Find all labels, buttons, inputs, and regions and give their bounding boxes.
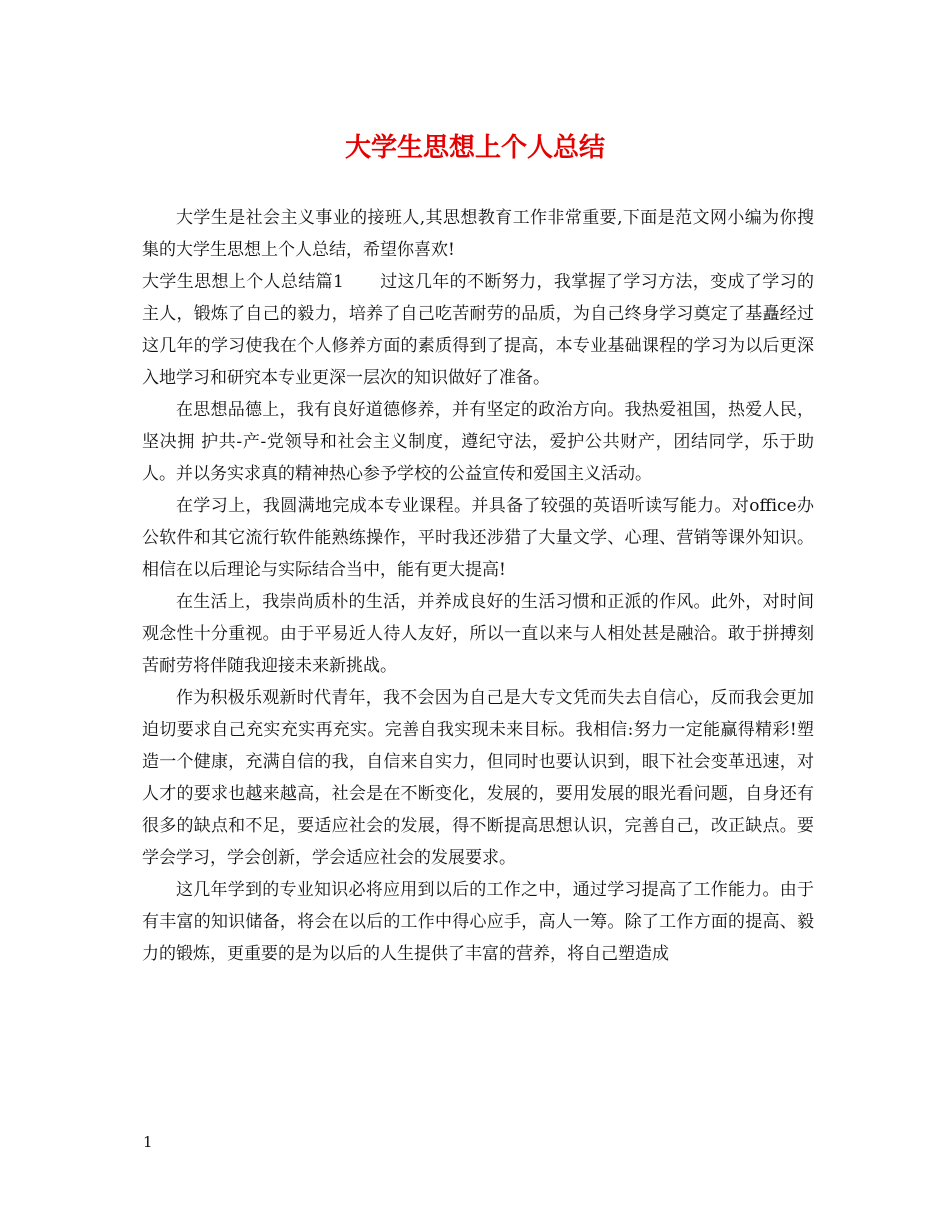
paragraph-knowledge: 这几年学到的专业知识必将应用到以后的工作之中，通过学习提高了工作能力。由于有丰富的知识储备，将会在以后的工作中得心应手，高人一筹。除了工作方面的提高、毅力的锻炼，更重要的是为以后的人生提供了丰富的营养，将自己塑造成: [142, 880, 814, 964]
section-first-paragraph: 过这几年的不断努力，我掌握了学习方法，变成了学习的主人，锻炼了自己的毅力，培养了自己吃苦耐劳的品质，为自己终身学习奠定了基矗经过这几年的学习使我在个人修养方面的素质得到了提高，本专业基础课程的学习为以后更深入地学习和研究本专业更深一层次的知识做好了准备。: [142, 272, 814, 388]
paragraph-study: 在学习上，我圆满地完成本专业课程。并具备了较强的英语听读写能力。对office办公软件和其它流行软件能熟练操作，平时我还涉猎了大量文学、心理、营销等课外知识。相信在以后理论与实际结合当中，能有更大提高!: [142, 496, 814, 580]
intro-paragraph: 大学生是社会主义事业的接班人,其思想教育工作非常重要,下面是范文网小编为你搜集的大学生思想上个人总结，希望你喜欢!: [142, 208, 814, 260]
paragraph-life: 在生活上，我崇尚质朴的生活，并养成良好的生活习惯和正派的作风。此外，对时间观念性十分重视。由于平易近人待人友好，所以一直以来与人相处甚是融洽。敢于拼搏刻苦耐劳将伴随我迎接未来新挑战。: [142, 592, 814, 676]
paragraph-morality: 在思想品德上，我有良好道德修养，并有坚定的政治方向。我热爱祖国，热爱人民，坚决拥 护共-产-党领导和社会主义制度，遵纪守法，爱护公共财产，团结同学，乐于助人。并以务实求真的精神热心参予学校的公益宣传和爱国主义活动。: [142, 400, 814, 484]
document-body: [142, 202, 814, 970]
section-paragraph: [142, 266, 814, 394]
document-title: 大学生思想上个人总结: [344, 133, 605, 163]
section-heading: 大学生思想上个人总结篇1: [142, 272, 344, 292]
paragraph-youth: 作为积极乐观新时代青年，我不会因为自己是大专文凭而失去自信心，反而我会更加迫切要求自己充实充实再充实。完善自我实现未来目标。我相信:努力一定能赢得精彩!塑造一个健康，充满自信的我，自信来自实力，但同时也要认识到，眼下社会变革迅速，对人才的要求也越来越高，社会是在不断变化，发展的，要用发展的眼光看问题，自身还有很多的缺点和不足，要适应社会的发展，得不断提高思想认识，完善自己，改正缺点。要学会学习，学会创新，学会适应社会的发展要求。: [142, 688, 814, 868]
page-number: 1: [143, 1133, 153, 1151]
